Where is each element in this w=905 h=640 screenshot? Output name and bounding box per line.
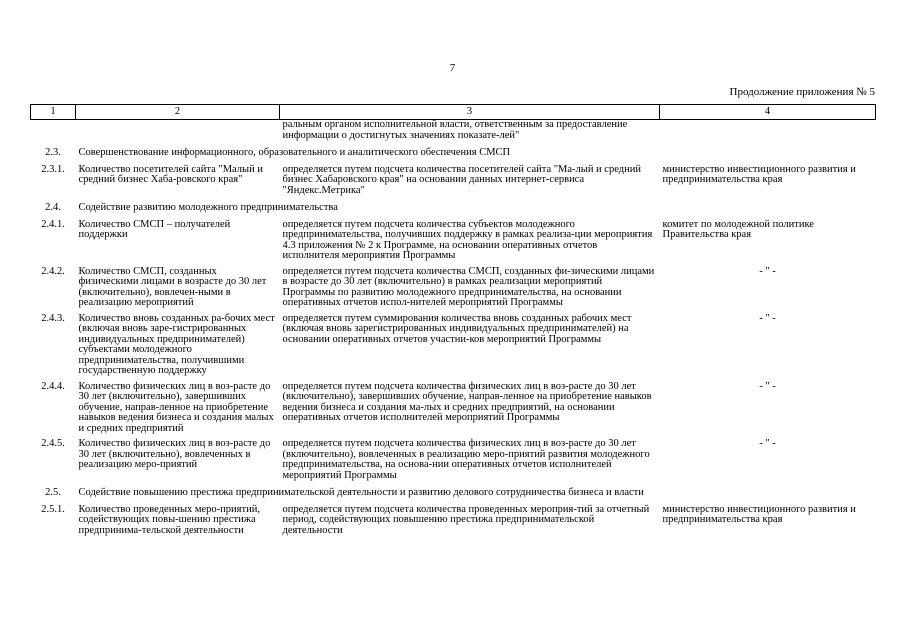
row-number: 2.4.1. <box>41 218 65 230</box>
indicator-cell: Количество СМСП – получателей поддержки <box>78 218 231 240</box>
indicator-cell: Количество физических лиц в воз-расте до 30 лет (включительно), вовлеченных в реализацию меро-приятий <box>78 438 271 470</box>
header-col-2: 2 <box>76 105 280 120</box>
row-number: 2.5.1. <box>41 503 65 515</box>
responsible-cell: - " - <box>759 380 776 392</box>
table-row <box>31 382 876 440</box>
method-cell: определяется путем суммирования количества вновь созданных рабочих мест (включая вновь зарегистрированных индивидуальных предпринимателей) на основании оперативных отчетов участни-ков мероприятий Программы <box>282 312 632 345</box>
row-number: 2.4.3. <box>41 312 65 324</box>
method-cell: определяется путем подсчета количества СМСП, созданных фи-зическими лицами в возрасте до 30 лет (включительно) в рамках реализации мероприятий Программы по развитию молодежного предпринимательства, на основании оперативных отчетов испол-нителей мероприятий Программы <box>282 265 655 308</box>
section-title: Содействие развитию молодежного предпринимательства <box>78 202 338 213</box>
header-col-4: 4 <box>660 105 876 120</box>
method-cell: определяется путем подсчета количества проведенных мероприя-тий за отчетный период, содействующих повышению престижа предпринимательской деятельности <box>282 503 650 536</box>
section-title: Содействие повышению престижа предпринимательской деятельности и развитию делового сотрудничества бизнеса и власти <box>78 487 644 498</box>
responsible-cell: комитет по молодежной политике Правительства края <box>662 218 814 240</box>
indicator-cell: Количество физических лиц в воз-расте до 30 лет (включительно), завершивших обучение, направ-ленное на приобретение навыков ведения бизнеса и создания малых и средних предприятий <box>78 380 274 434</box>
indicator-cell: Количество посетителей сайта "Малый и средний бизнес Хаба-ровского края" <box>78 163 263 185</box>
header-col-1: 1 <box>31 105 76 120</box>
table-row <box>31 220 876 267</box>
page-number: 7 <box>449 62 456 74</box>
row-number: 2.4. <box>45 202 61 213</box>
method-cell: определяется путем подсчета количества посетителей сайта "Ма-лый и средний бизнес Хабаровского края" на основании данных интернет-сервиса "Яндекс.Метрика" <box>282 163 641 196</box>
method-cell: определяется путем подсчета количества субъектов молодежного предпринимательства, получивших поддержку в рамках реализа-ции мероприятия 4.3 приложения № 2 к Программе, на основании оперативных отчетов исполнителя мероприятия Программы <box>282 218 653 261</box>
row-number: 2.3. <box>45 147 61 158</box>
row-number: 2.4.2. <box>41 265 65 277</box>
continuation-text: ральным органом исполнительной власти, ответственным за предоставление информации о достигнутых значениях показате-лей" <box>282 119 628 141</box>
responsible-cell: - " - <box>759 312 776 324</box>
responsible-cell: министерство инвестиционного развития и предпринимательства края <box>662 163 856 185</box>
appendix-caption: Продолжение приложения № 5 <box>729 86 875 98</box>
continuation-row <box>31 120 876 147</box>
table-row <box>31 165 876 202</box>
table-row <box>31 439 876 486</box>
table-row <box>31 314 876 382</box>
row-number: 2.4.4. <box>41 380 65 392</box>
section-title: Совершенствование информационного, образовательного и аналитического обеспечения СМСП <box>78 147 511 158</box>
method-cell: определяется путем подсчета количества физических лиц в воз-расте до 30 лет (включительно), вовлеченных в реализацию меро-приятий развития молодежного предпринимательства, на основа-нии оперативных отчетов исполнителей мероприятий Программы <box>282 438 650 481</box>
table-header-row <box>31 105 876 120</box>
method-cell: определяется путем подсчета количества физических лиц в воз-расте до 30 лет (включительно), завершивших обучение, направ-ленное на приобретение навыков ведения бизнеса и создания ма-лых и средних предприятий, на основании оперативных отчетов исполнителей мероприятий Программы <box>282 380 652 423</box>
responsible-cell: - " - <box>759 438 776 449</box>
responsible-cell: - " - <box>759 265 776 277</box>
indicator-cell: Количество проведенных меро-приятий, содействующих повы-шению престижа предпринима-тельской деятельности <box>78 503 260 536</box>
row-number: 2.3.1. <box>41 163 65 175</box>
indicator-cell: Количество СМСП, созданных физическими лицами в возрасте до 30 лет (включительно), вовлечен-ными в реализацию мероприятий <box>78 265 267 308</box>
indicators-table <box>30 104 876 541</box>
section-row <box>31 146 876 165</box>
section-row <box>31 486 876 505</box>
row-number: 2.4.5. <box>41 438 65 449</box>
responsible-cell: министерство инвестиционного развития и предпринимательства края <box>662 503 856 525</box>
table-row <box>31 505 876 542</box>
header-col-3: 3 <box>280 105 660 120</box>
indicator-cell: Количество вновь созданных ра-бочих мест (включая вновь заре-гистрированных индивидуальных предпринимателей) субъектами молодежного предпринимательства, получившими государственную поддержку <box>78 312 275 376</box>
section-row <box>31 201 876 220</box>
row-number: 2.5. <box>45 487 61 498</box>
table-row <box>31 267 876 314</box>
